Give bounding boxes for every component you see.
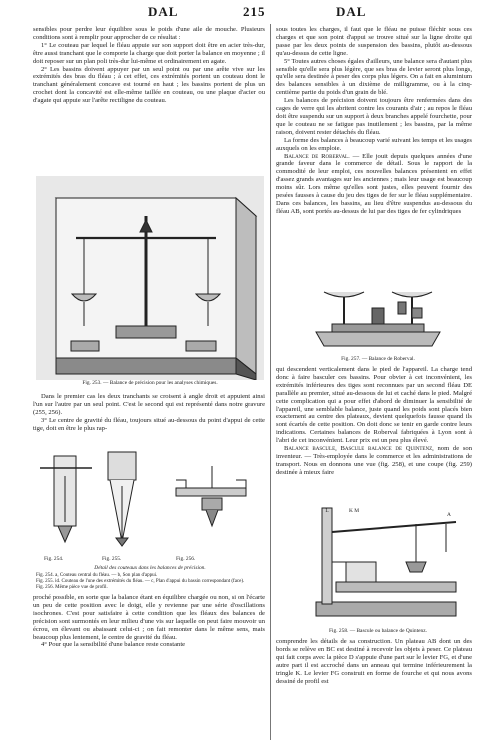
legend-line: Fig. 256. Même pièce vue de profil. — [36, 585, 108, 590]
figure-letter-A: A — [447, 512, 451, 518]
paragraph: La forme des balances à beaucoup varié suivant les temps et les usages auxquels on les emploie. — [276, 136, 472, 152]
figures-254-256-caption: Détail des couteaux dans les balances de précision. — [94, 565, 206, 571]
figure-letter-L: L — [325, 508, 329, 514]
page-number: 215 — [243, 4, 266, 19]
paragraph: Les balances de précision doivent toujours être renfermées dans des cages de verre qui les abritent contre les courants d'air ; au repos le fléau doit être suspendu sur un support à deux branches appelé fourchette, pour que le couteau ne se fatigue pas inutilement ; les bassins, par la même raison, doivent rester détachés du fléau. — [276, 97, 472, 136]
legend-line: Fig. 255. id. Couteau de l'une des extrémités du fléau. — c, Plan d'appui du bassin correspondant (face). — [36, 579, 245, 584]
left-text-bottom — [33, 594, 265, 740]
figure-255-label: Fig. 255. — [102, 556, 122, 562]
column-rule — [270, 24, 271, 740]
paragraph: qui descendent verticalement dans le pied de l'appareil. La charge tend donc à faire basculer ces bassins. Pour obvier à cet inconvénient, les extrémités inférieures des tiges sont reconnues par un second fléau DE parallèle au premier, situé au-dessous de lui et caché dans le pied. Malgré cette complication qui a pour effet d'abord de diminuer la sensibilité de l'appareil, une semblable balance, juste quand les poids sont placés bien exactement au centre des plateaux, devient quelquefois fausse quand ils sont écartés de cette position. On doit donc se tenir en garde contre leurs indications. Certaines balances de Roberval fabriquées à Lyon sont à l'abri de cet inconvénient. Leur prix est un peu plus élevé. — [276, 366, 472, 445]
left-text-top — [33, 26, 265, 176]
section-heading-quintenz: Balance bascule, Bascule balance de Quintenz, — [284, 445, 434, 453]
figure-257-roberval-balance — [312, 262, 444, 354]
right-text-bottom — [276, 638, 472, 740]
paragraph: 3° Le centre de gravité du fléau, toujours situé au-dessous du point d'appui de cette tige, doit en être le plus rap- — [33, 416, 265, 432]
figure-letter-KM: K M — [348, 508, 360, 514]
paragraph: 1° Le couteau par lequel le fléau appuie sur son support doit être en acier très-dur, être aussi tranchant que le comporte la charge que doit porter la balance en moyenne ; il doit reposer sur un plan poli très-dur lui-même et ordinairement en agate. — [33, 41, 265, 65]
section-heading-roberval: Balance de Roberval. — [284, 152, 350, 160]
figure-257-caption: Fig. 257. — Balance de Roberval. — [341, 356, 415, 362]
figure-legend — [36, 573, 264, 591]
paragraph: 5° Toutes autres choses égales d'ailleurs, une balance sera d'autant plus sensible qu'elle sera plus légère, que ses bras de levier seront plus longs, qu'elle sera destinée à peser des corps plus légers. On a fait en aluminium des balances sensibles à un dixième de milligramme, ou à la cinq-centième partie du poids d'un grain de blé. — [276, 57, 472, 97]
figure-253-caption: Fig. 253. — Balance de précision pour les analyses chimiques. — [82, 380, 218, 386]
paragraph: 4° Pour que la sensibilité d'une balance reste constante — [41, 641, 186, 649]
left-text-mid — [33, 393, 265, 441]
paragraph: Dans le premier cas les deux tranchants se croisent à angle droit et appuient ainsi l'un sur l'autre par un seul point. C'est le second qui est représenté dans notre gravure (255, 256). — [33, 393, 265, 416]
running-head-right: DAL — [336, 4, 367, 19]
legend-line: Fig. 254. a, Couteau central du fléau. — b, Son plan d'appui. — [36, 573, 158, 578]
figure-254-label: Fig. 254. — [44, 556, 64, 562]
paragraph: sensibles pour perdre leur équilibre sous le poids d'une aile de mouche. Plusieurs conditions sont à remplir pour approcher de ce résultat : — [33, 26, 265, 41]
roberval-text: — Elle jouit depuis quelques années d'une grande faveur dans le commerce de détail. Sous le rapport de la commodité de leur emploi, ces nouvelles balances présentent en effet d'assez grands avantages sur les anciennes ; mais leur usage est beaucoup moins sûr. Lors même qu'elles sont justes, elles peuvent fournir des pesées fausses à cause du jeu des tiges de fer sur le fléau supplémentaire. Dans ces balances, les bassins, au lieu d'être suspendus au-dessous du fléau AB, sont portés au-dessus de lui par des tiges de fer cylindriques — [276, 152, 472, 215]
paragraph: comprendre les détails de sa construction. Un plateau AB dont un des bords se relève en BC est destiné à recevoir les objets à peser. Ce plateau qui fait corps avec la pièce D s'appuie d'une part sur le levier FG, et d'une autre part il est accroché dans un anneau qui termine inférieurement la tringle K. Le levier FG construit en forme de fourche et qui nous avons dessiné de profil est — [276, 638, 472, 685]
quintenz-text: nom de son inventeur. — Très-employée dans le commerce et les administrations de transport. Nous en donnons une vue (fig. 258), et une coupe (fig. 259) destinée à mieux faire — [276, 445, 472, 476]
right-text-mid — [276, 366, 472, 500]
figure-253-precision-balance — [36, 176, 264, 380]
figure-258-quintenz-scale — [306, 502, 468, 626]
figures-254-256-knife-details — [36, 446, 264, 564]
right-text-top — [276, 26, 472, 261]
figure-256-label: Fig. 256. — [176, 556, 196, 562]
paragraph: proché possible, en sorte que la balance étant en équilibre chargée ou non, si on l'écarte un peu de cette position avec le doigt, elle y revienne par une série d'oscillations isochrones. C'est pour satisfaire à cette condition que les fléaux des balances de précision sont surmontés en leur milieu d'une vis sur laquelle on peut faire mouvoir un écrou, en élevant ou abaissant celui-ci ; on fait remonter dans le même sens, mais beaucoup plus lentement, le centre de gravité du fléau. — [33, 594, 265, 641]
paragraph: sous toutes les charges, il faut que le fléau ne puisse fléchir sous ces charges et que son point d'appui se trouve situé sur la ligne droite qui passe par les deux points de suspension des bassins, plutôt au-dessous qu'au-dessus de cette ligne. — [276, 26, 472, 57]
running-head-left: DAL — [148, 4, 179, 19]
figure-258-caption: Fig. 258. — Bascule ou balance de Quintenz. — [329, 628, 427, 634]
paragraph: 2° Les bassins doivent appuyer par un seul point ou par une arête vive sur les extrémités des bras du fléau ; à cet effet, ces extrémités portent un couteau dont le tranchant généralement concave est tourné en haut ; les bassins portent de plus un crochet dont la concavité est elle-même taillée en couteau, ou une plaque d'acier ou d'agate qui appuie sur l'arête rectiligne du couteau. — [33, 65, 265, 105]
